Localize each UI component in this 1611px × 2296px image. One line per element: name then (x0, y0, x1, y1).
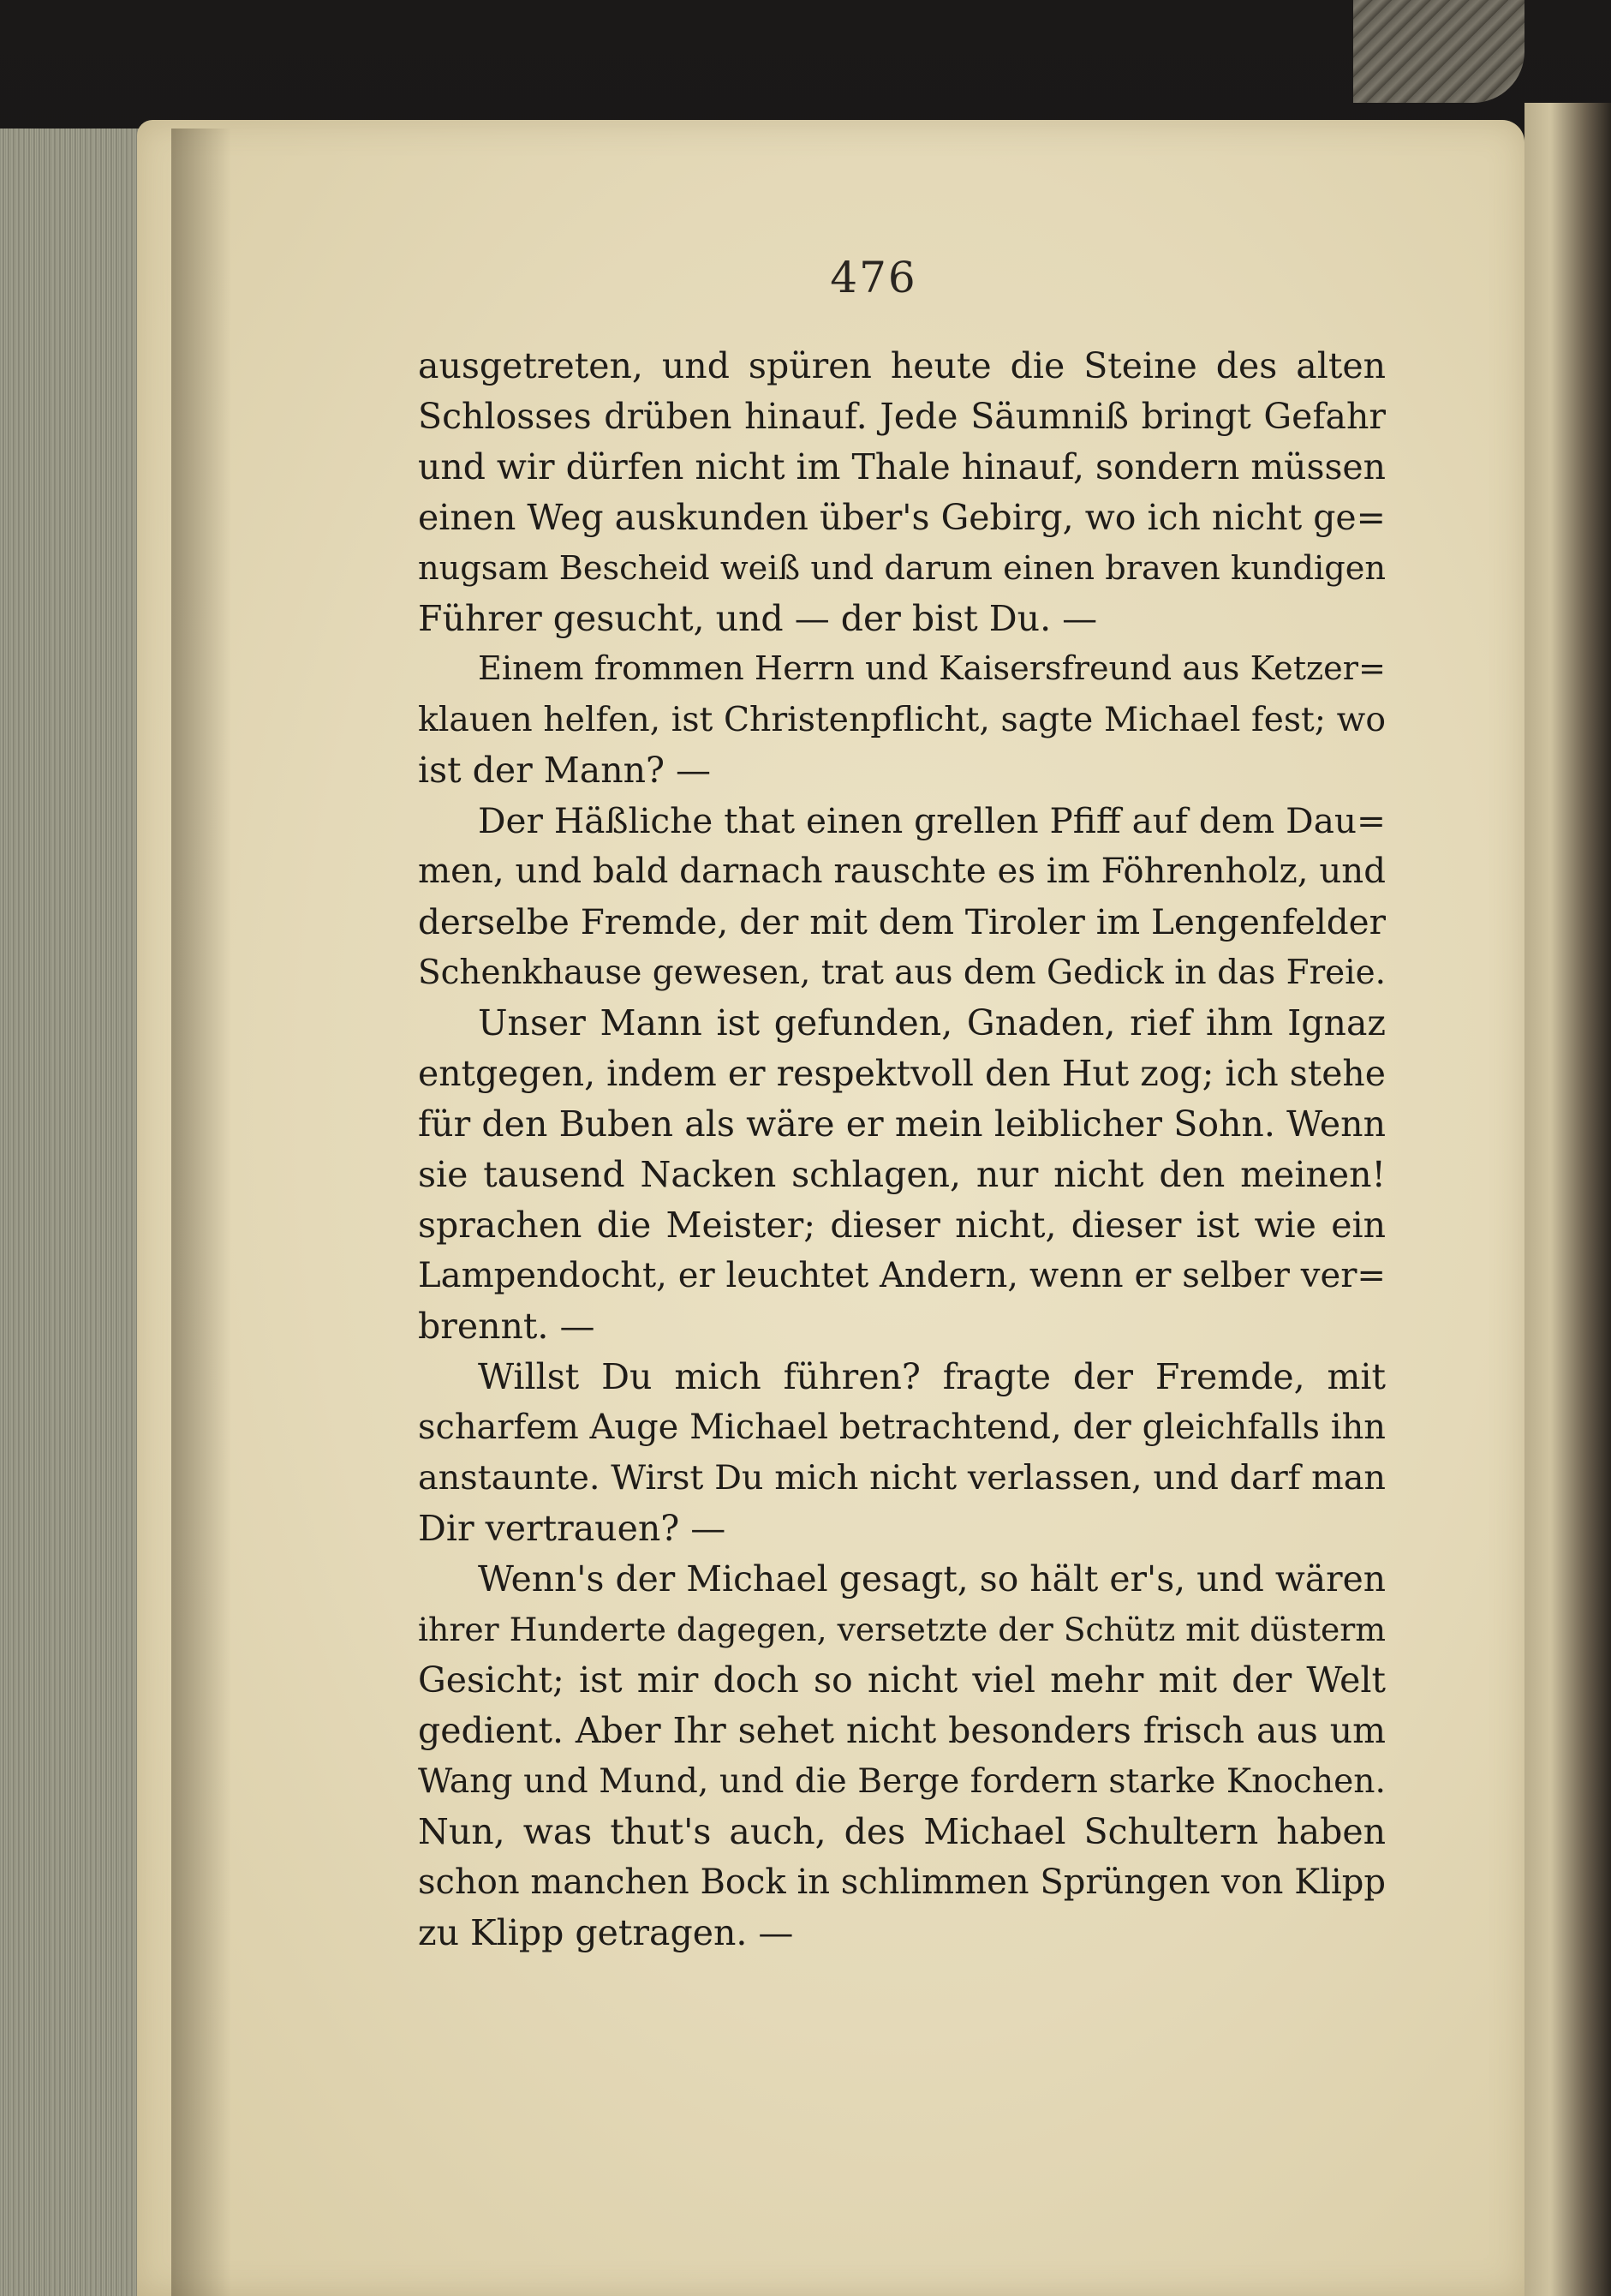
text-line: derselbe Fremde, der mit dem Tiroler im Lengenfelder (418, 901, 1386, 942)
text-line: zu Klipp getragen. — (418, 1912, 794, 1953)
page-number: 476 (830, 253, 917, 302)
text-line: brennt. — (418, 1306, 595, 1347)
text-line: Wenn's der Michael gesagt, so hält er's, und wären (478, 1558, 1386, 1599)
text-line: anstaunte. Wirst Du mich nicht verlassen, und darf man (418, 1458, 1386, 1498)
text-line: nugsam Bescheid weiß und darum einen braven kundigen (418, 549, 1386, 588)
text-line: sprachen die Meister; dieser nicht, dieser ist wie ein (418, 1205, 1386, 1246)
text-line: men, und bald darnach rauschte es im Föhrenholz, und (418, 852, 1386, 891)
text-line: ausgetreten, und spüren heute die Steine des alten (418, 345, 1386, 386)
text-line: Führer gesucht, und — der bist Du. — (418, 598, 1098, 639)
text-line: einen Weg auskunden über's Gebirg, wo ich nicht ge= (418, 497, 1386, 538)
spine-shadow (171, 129, 231, 2296)
text-line: Unser Mann ist gefunden, Gnaden, rief ihm Ignaz (478, 1002, 1386, 1043)
text-line: Schenkhause gewesen, trat aus dem Gedick in das Freie. (418, 954, 1386, 992)
text-line: Nun, was thut's auch, des Michael Schultern haben (418, 1811, 1386, 1852)
text-line: Dir vertrauen? — (418, 1508, 726, 1549)
text-line: Willst Du mich führen? fragte der Fremde, mit (478, 1356, 1386, 1397)
text-line: Lampendocht, er leuchtet Andern, wenn er selber ver= (418, 1256, 1386, 1295)
bookmark-cord (1353, 0, 1524, 103)
text-line: Schlosses drüben hinauf. Jede Säumniß bringt Gefahr (418, 396, 1386, 437)
text-line: Gesicht; ist mir doch so nicht viel mehr mit der Welt (418, 1659, 1386, 1701)
right-page-binding (1524, 103, 1611, 2296)
text-line: Wang und Mund, und die Berge fordern starke Knochen. (418, 1762, 1386, 1801)
text-line: und wir dürfen nicht im Thale hinauf, sondern müssen (418, 446, 1386, 487)
text-line: sie tausend Nacken schlagen, nur nicht den meinen! (418, 1154, 1386, 1195)
text-line: für den Buben als wäre er mein leiblicher Sohn. Wenn (418, 1103, 1386, 1145)
text-line: entgegen, indem er respektvoll den Hut zog; ich stehe (418, 1053, 1386, 1094)
text-line: Der Häßliche that einen grellen Pfiff auf dem Dau= (478, 800, 1386, 841)
text-line: klauen helfen, ist Christenpflicht, sagte Michael fest; wo (418, 701, 1386, 739)
text-line: ist der Mann? — (418, 750, 712, 791)
text-line: ihrer Hunderte dagegen, versetzte der Schütz mit düsterm (418, 1611, 1387, 1648)
text-line: scharfem Auge Michael betrachtend, der gleichfalls ihn (418, 1408, 1386, 1447)
text-line: gedient. Aber Ihr sehet nicht besonders frisch aus um (418, 1710, 1386, 1751)
body-text (418, 341, 1386, 1958)
text-line: Einem frommen Herrn und Kaisersfreund aus Ketzer= (478, 650, 1386, 688)
text-line: schon manchen Bock in schlimmen Sprüngen von Klipp (418, 1863, 1386, 1902)
